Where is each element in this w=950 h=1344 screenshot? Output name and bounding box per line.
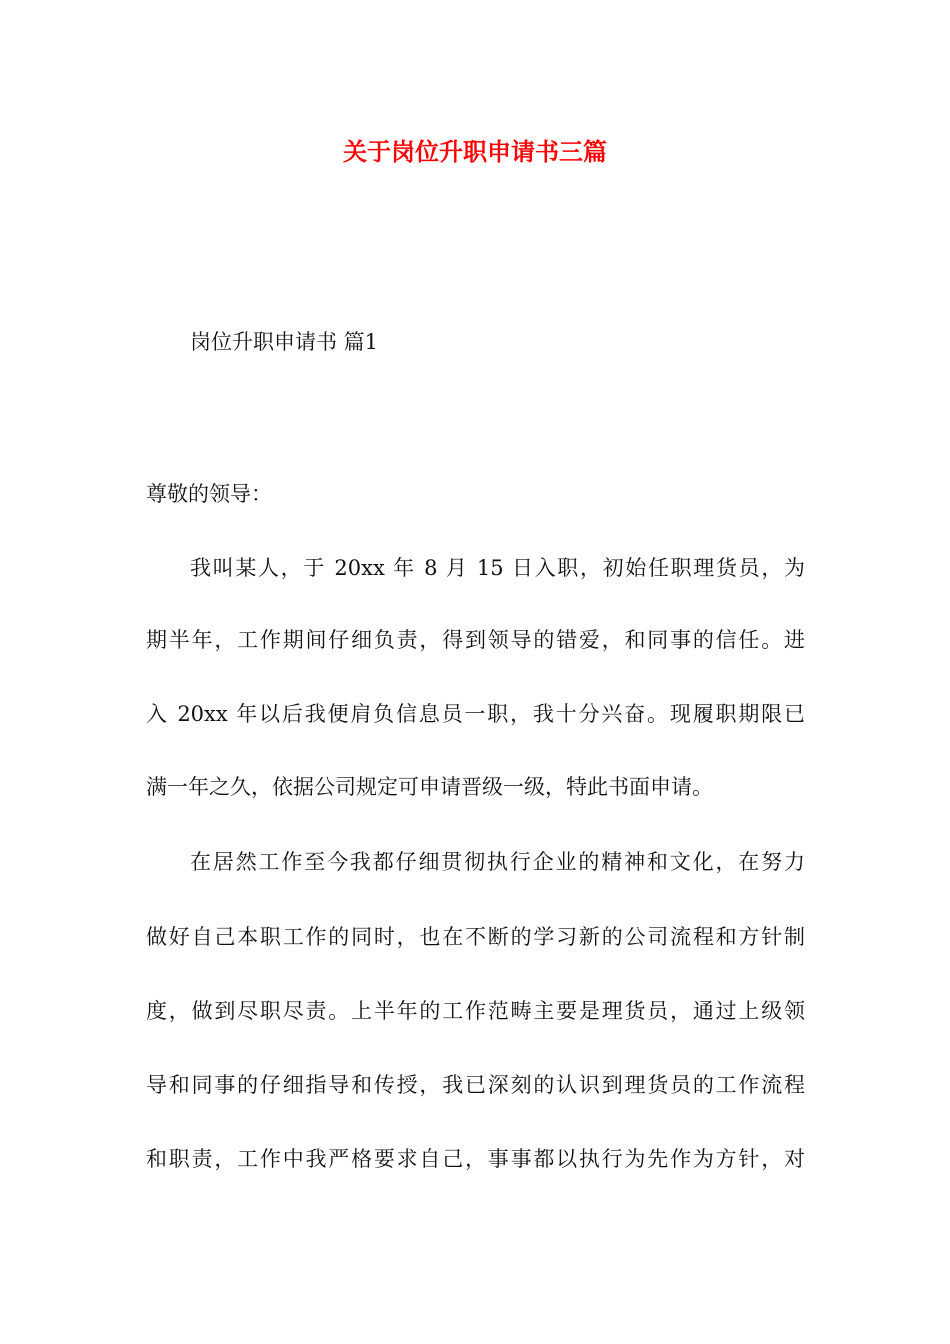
paragraph-line: 度，做到尽职尽责。上半年的工作范畴主要是理货员，通过上级领 bbox=[146, 999, 805, 1023]
section-heading: 岗位升职申请书 篇1 bbox=[190, 330, 379, 354]
paragraph-line: 入 20xx 年以后我便肩负信息员一职，我十分兴奋。现履职期限已 bbox=[146, 702, 805, 726]
document-title: 关于岗位升职申请书三篇 bbox=[343, 137, 607, 166]
paragraph-line: 做好自己本职工作的同时，也在不断的学习新的公司流程和方针制 bbox=[146, 925, 805, 949]
paragraph-line: 满一年之久，依据公司规定可申请晋级一级，特此书面申请。 bbox=[146, 775, 713, 799]
paragraph-line: 在居然工作至今我都仔细贯彻执行企业的精神和文化，在努力 bbox=[190, 850, 805, 874]
paragraph-line: 期半年，工作期间仔细负责，得到领导的错爱，和同事的信任。进 bbox=[146, 628, 805, 652]
salutation: 尊敬的领导： bbox=[146, 482, 272, 506]
paragraph-line: 导和同事的仔细指导和传授，我已深刻的认识到理货员的工作流程 bbox=[146, 1073, 805, 1097]
paragraph-line: 我叫某人，于 20xx 年 8 月 15 日入职，初始任职理货员，为 bbox=[190, 556, 805, 580]
paragraph-line: 和职责，工作中我严格要求自己，事事都以执行为先作为方针，对 bbox=[146, 1147, 805, 1171]
